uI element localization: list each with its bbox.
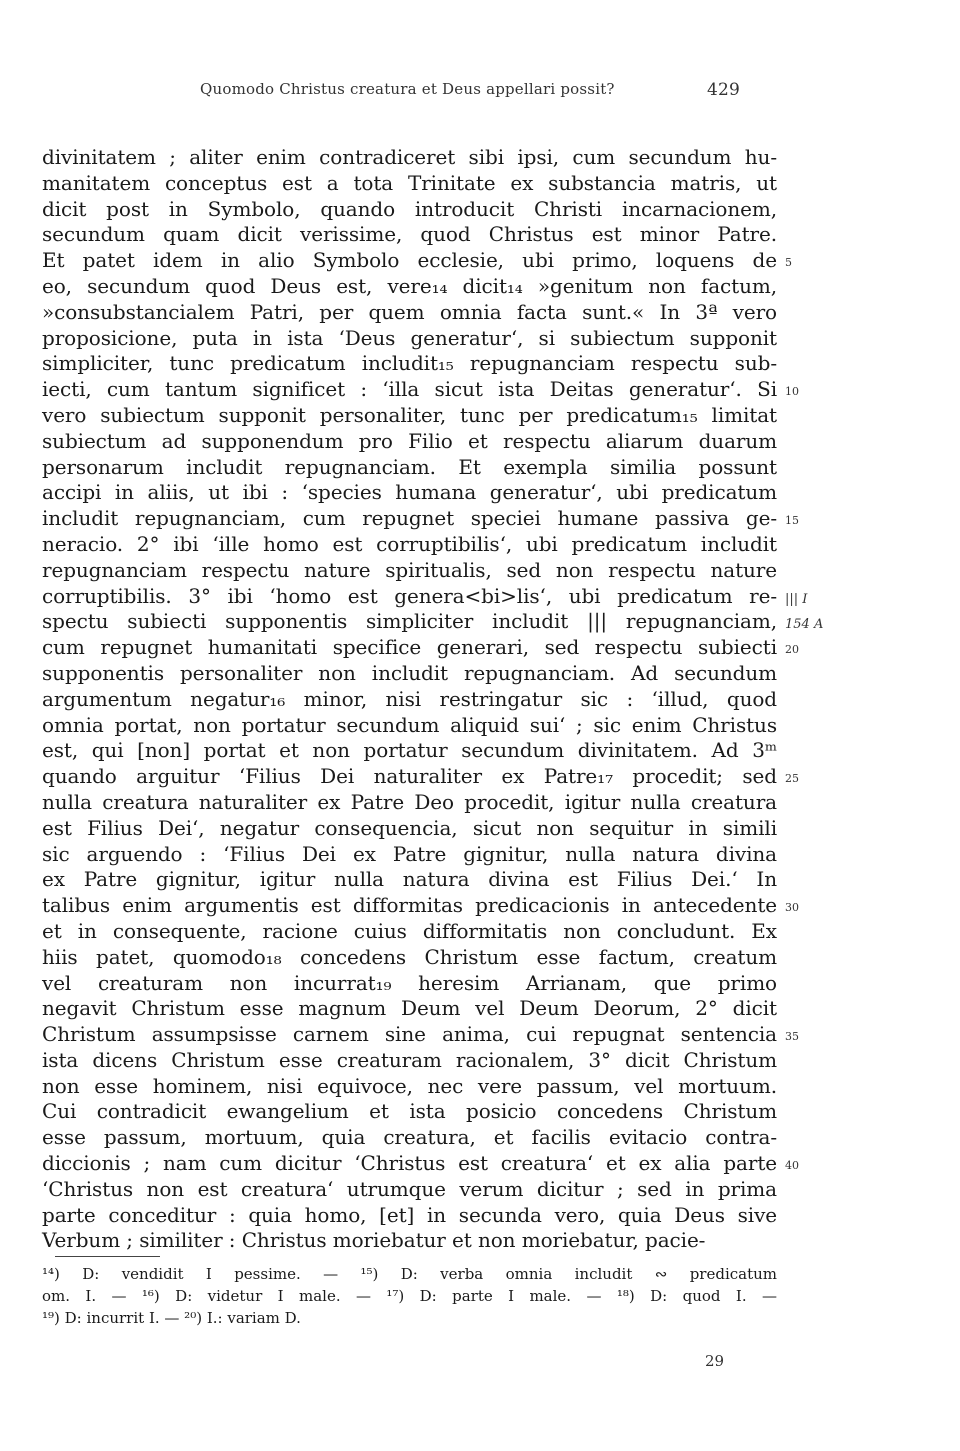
text-line: nulla creatura naturaliter ex Patre Deo procedit, igitur nulla creatura: [42, 789, 777, 814]
text-line: est, qui [non] portat et non portatur secundum divinitatem. Ad 3ᵐ: [42, 738, 777, 763]
text-line: subiectum ad supponendum pro Filio et respectu aliarum duarum: [42, 428, 777, 453]
line-number: 10: [785, 385, 799, 399]
line-number: 40: [785, 1159, 799, 1173]
text-line: corruptibilis. 3° ibi ‘homo est genera<bi>lis‘, ubi predicatum re-: [42, 583, 777, 608]
text-line: omnia portat, non portatur secundum aliquid sui‘ ; sic enim Christus: [42, 712, 777, 737]
line-number: 25: [785, 772, 799, 786]
text-line: simpliciter, tunc predicatum includit₁₅ repugnanciam respectu sub-: [42, 351, 777, 376]
line-number: 20: [785, 643, 799, 657]
text-line: »consubstancialem Patri, per quem omnia facta sunt.« In 3ª vero: [42, 299, 777, 324]
text-line: ista dicens Christum esse creaturam racionalem, 3° dicit Christum: [42, 1047, 777, 1072]
text-line: negavit Christum esse magnum Deum vel Deum Deorum, 2° dicit: [42, 996, 777, 1021]
text-line: manitatem conceptus est a tota Trinitate ex substancia matris, ut: [42, 170, 777, 195]
text-line: Et patet idem in alio Symbolo ecclesie, ubi primo, loquens de: [42, 248, 777, 273]
text-line: includit repugnanciam, cum repugnet speciei humane passiva ge-: [42, 506, 777, 531]
text-line: ex Patre gignitur, igitur nulla natura divina est Filius Dei.‘ In: [42, 867, 777, 892]
text-line: vero subiectum supponit personaliter, tunc per predicatum₁₅ limitat: [42, 402, 777, 427]
text-line: hiis patet, quomodo₁₈ concedens Christum esse factum, creatum: [42, 944, 777, 969]
manuscript-folio-ref: 154 A: [785, 617, 824, 633]
text-line: neracio. 2° ibi ‘ille homo est corruptibilis‘, ubi predicatum includit: [42, 531, 777, 556]
footnote-separator: [55, 1256, 160, 1257]
text-line: personarum includit repugnanciam. Et exempla similia possunt: [42, 454, 777, 479]
text-line: Christum assumpsisse carnem sine anima, cui repugnat sentencia: [42, 1022, 777, 1047]
running-title: Quomodo Christus creatura et Deus appellari possit?: [200, 80, 615, 98]
text-line: est Filius Dei‘, negatur consequencia, sicut non sequitur in simili: [42, 815, 777, 840]
manuscript-folio-ref: ||| I: [785, 591, 808, 607]
text-line: proposicione, puta in ista ‘Deus generatur‘, si subiectum supponit: [42, 325, 777, 350]
running-header: [200, 80, 740, 98]
text-line: vel creaturam non incurrat₁₉ heresim Arrianam, que primo: [42, 970, 777, 995]
text-line: diccionis ; nam cum dicitur ‘Christus est creatura‘ et ex alia parte: [42, 1151, 777, 1176]
text-line: iecti, cum tantum significet : ‘illa sicut ista Deitas generatur‘. Si: [42, 377, 777, 402]
footnotes: [42, 1263, 777, 1329]
text-line: eo, secundum quod Deus est, vere₁₄ dicit₁₄ »genitum non factum,: [42, 273, 777, 298]
text-line: supponentis personaliter non includit repugnanciam. Ad secundum: [42, 660, 777, 685]
text-line: talibus enim argumentis est difformitas predicacionis in antecedente: [42, 893, 777, 918]
text-line: divinitatem ; aliter enim contradiceret sibi ipsi, cum secundum hu-: [42, 145, 777, 169]
footnote-line: ¹⁹) D: incurrit I. — ²⁰) I.: variam D.: [42, 1309, 301, 1327]
text-line: dicit post in Symbolo, quando introducit Christi incarnacionem,: [42, 196, 777, 221]
line-number: 15: [785, 514, 799, 528]
text-line: non esse hominem, nisi equivoce, nec vere passum, vel mortuum.: [42, 1073, 777, 1098]
text-line: secundum quam dicit verissime, quod Christus est minor Patre.: [42, 222, 777, 247]
text-line: sic arguendo : ‘Filius Dei ex Patre gignitur, nulla natura divina: [42, 841, 777, 866]
line-number: 35: [785, 1030, 799, 1044]
line-number: 5: [785, 256, 792, 270]
main-text: [42, 145, 777, 1254]
line-number: 30: [785, 901, 799, 915]
printer-signature: 29: [705, 1352, 725, 1370]
text-line: repugnanciam respectu nature spiritualis, sed non respectu nature: [42, 557, 777, 582]
text-line: ‘Christus non est creatura‘ utrumque verum dicitur ; sed in prima: [42, 1176, 777, 1201]
text-line: quando arguitur ‘Filius Dei naturaliter ex Patre₁₇ procedit; sed: [42, 764, 777, 789]
text-line: spectu subiecti supponentis simpliciter includit ||| repugnanciam,: [42, 609, 777, 634]
text-line: et in consequente, racione cuius difformitatis non concludunt. Ex: [42, 918, 777, 943]
footnote-line: om. I. — ¹⁶) D: videtur I male. — ¹⁷) D: parte I male. — ¹⁸) D: quod I. —: [42, 1287, 777, 1305]
text-line: Verbum ; similiter : Christus moriebatur et non moriebatur, pacie-: [42, 1228, 706, 1253]
text-line: argumentum negatur₁₆ minor, nisi restringatur sic : ‘illud, quod: [42, 686, 777, 711]
text-line: esse passum, mortuum, quia creatura, et facilis evitacio contra-: [42, 1125, 777, 1150]
footnote-line: ¹⁴) D: vendidit I pessime. — ¹⁵) D: verba omnia includit ∾ predicatum: [42, 1265, 777, 1283]
text-line: parte conceditur : quia homo, [et] in secunda vero, quia Deus sive: [42, 1202, 777, 1227]
text-line: cum repugnet humanitati specifice generari, sed respectu subiecti: [42, 635, 777, 660]
text-line: Cui contradicit ewangelium et ista posicio concedens Christum: [42, 1099, 777, 1124]
text-line: accipi in aliis, ut ibi : ‘species humana generatur‘, ubi predicatum: [42, 480, 777, 505]
page-number: 429: [706, 80, 740, 100]
